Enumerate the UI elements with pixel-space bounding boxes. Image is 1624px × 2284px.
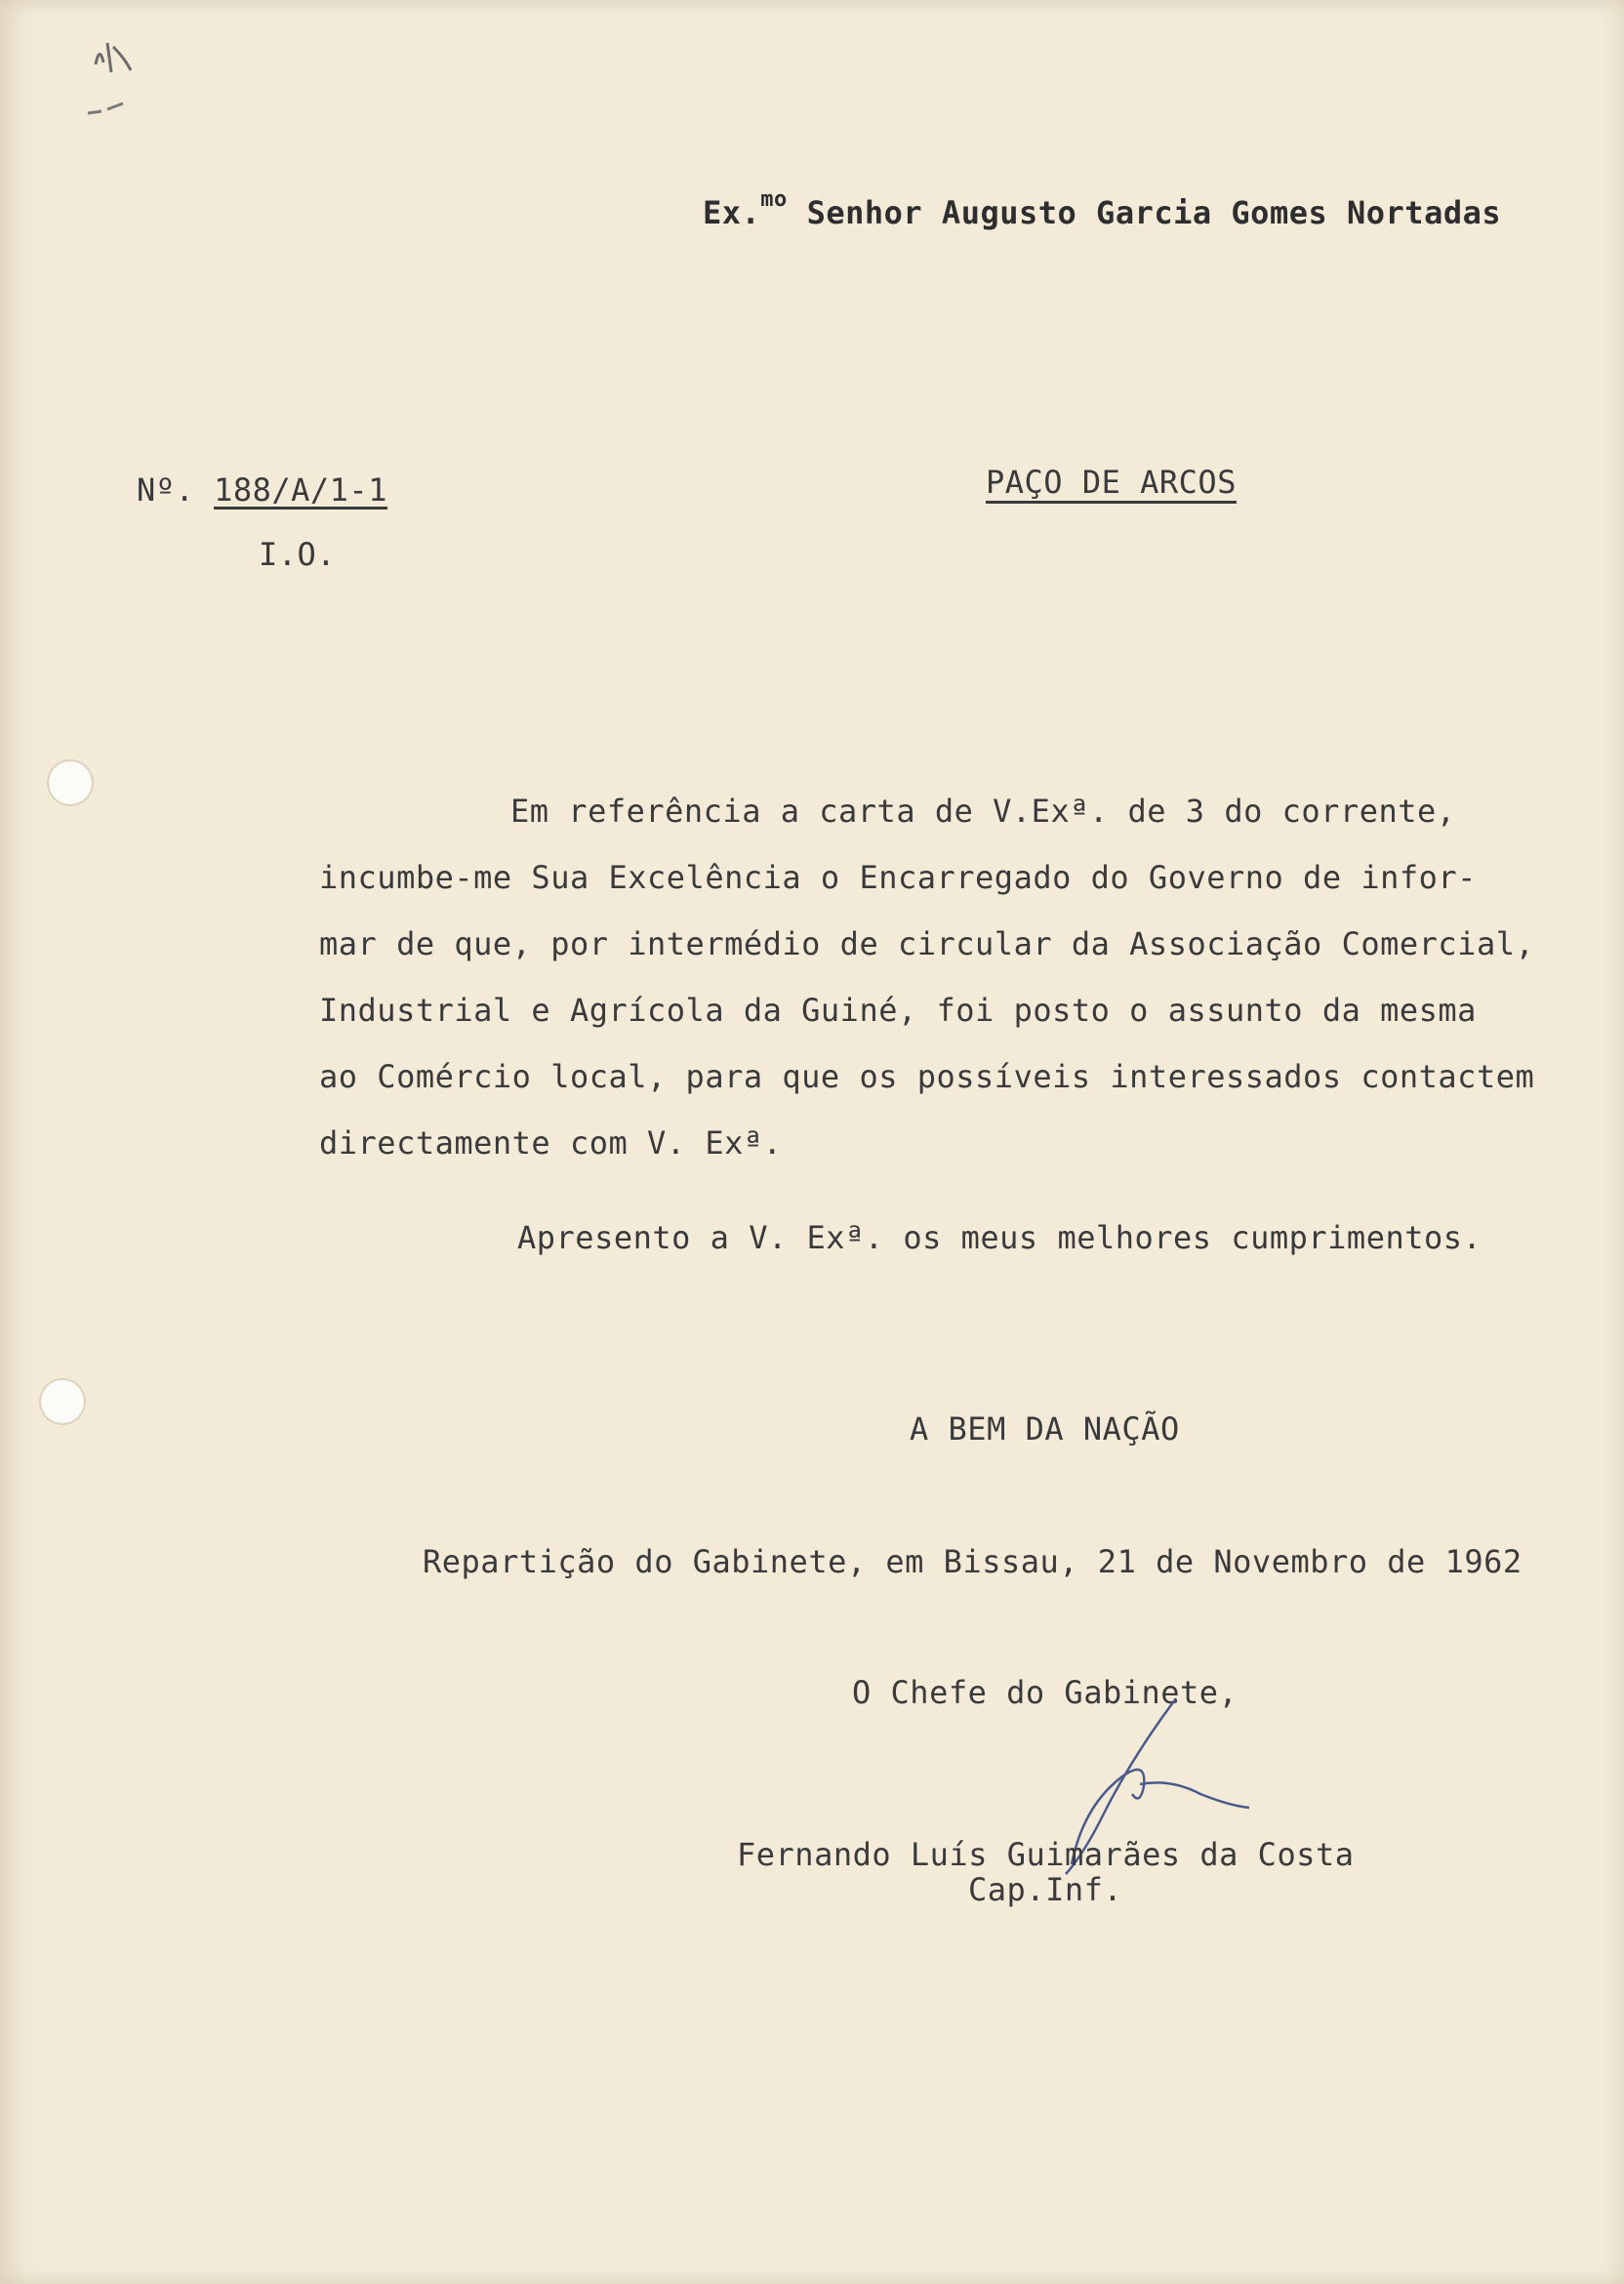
- punch-hole: [41, 1380, 84, 1423]
- reference-number: 188/A/1-1: [214, 471, 387, 509]
- closing-title: O Chefe do Gabinete,: [852, 1674, 1238, 1711]
- reference-number-line: [137, 471, 387, 509]
- body-line: Industrial e Agrícola da Guiné, foi posto o assunto da mesma: [319, 992, 1477, 1029]
- body-line: incumbe-me Sua Excelência o Encarregado do Governo de infor-: [319, 859, 1477, 896]
- addressee-prefix: Ex.: [703, 194, 761, 231]
- greeting-line: Apresento a V. Exª. os meus melhores cumprimentos.: [517, 1219, 1482, 1256]
- punch-hole: [49, 761, 92, 804]
- reference-label: Nº.: [137, 471, 195, 509]
- body-line: Em referência a carta de V.Exª. de 3 do corrente,: [510, 793, 1456, 830]
- signatory-rank: Cap.Inf.: [968, 1871, 1123, 1908]
- destination-place: PAÇO DE ARCOS: [986, 464, 1237, 501]
- signatory-name: Fernando Luís Guimarães da Costa: [737, 1836, 1355, 1873]
- addressee-name: Senhor Augusto Garcia Gomes Nortadas: [806, 194, 1502, 231]
- motto: A BEM DA NAÇÃO: [910, 1410, 1180, 1448]
- addressee-superscript: mo: [760, 187, 788, 212]
- dateline: Repartição do Gabinete, em Bissau, 21 de Novembro de 1962: [423, 1543, 1522, 1580]
- handwritten-corner-mark: [86, 25, 154, 123]
- addressee-line: [703, 187, 1502, 231]
- body-line: ao Comércio local, para que os possíveis interessados contactem: [319, 1058, 1535, 1095]
- reference-code: I.O.: [259, 536, 337, 573]
- body-line: directamente com V. Exª.: [319, 1124, 783, 1162]
- body-line: mar de que, por intermédio de circular da Associação Comercial,: [319, 925, 1535, 962]
